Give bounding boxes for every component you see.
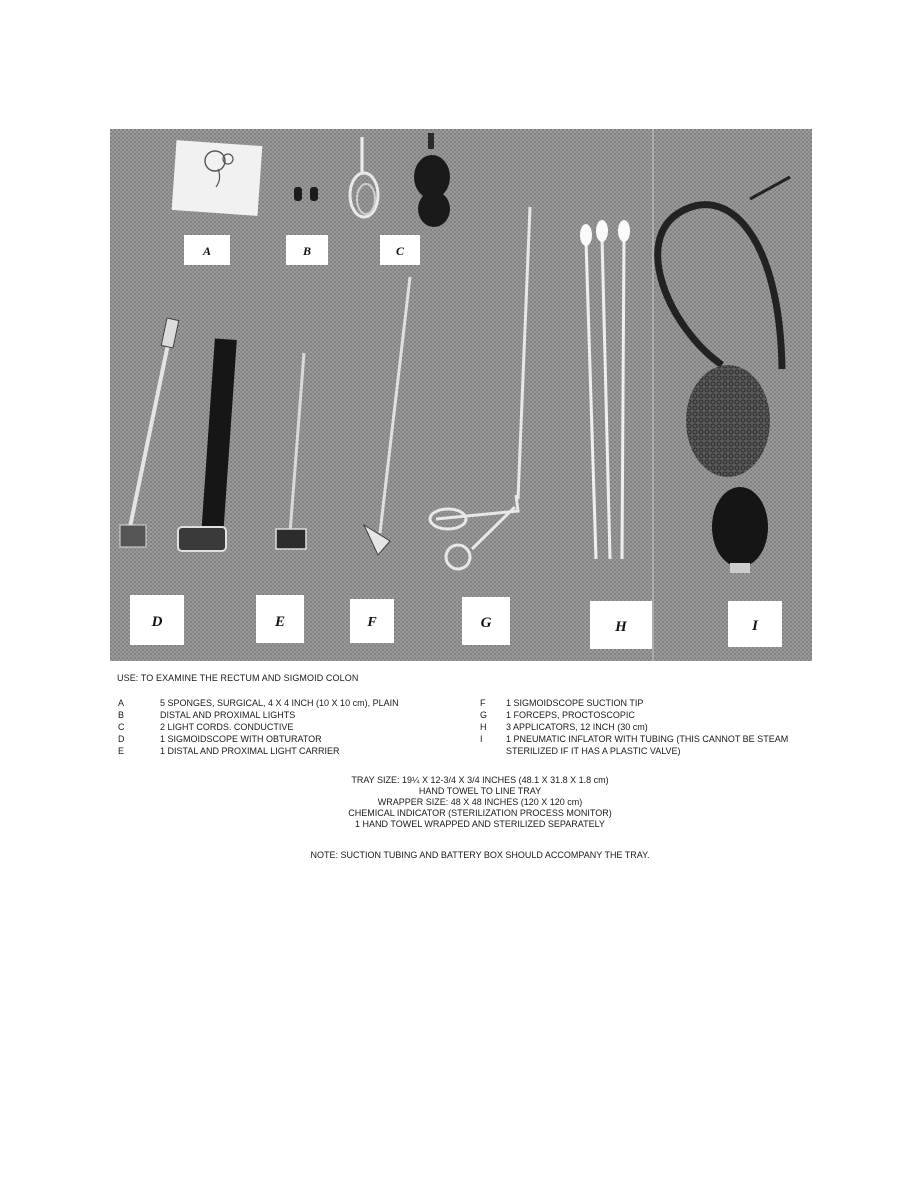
tray-size-line: TRAY SIZE: 19¼ X 12-3/4 X 3/4 INCHES (48.1 X 31.8 X 1.8 cm)	[351, 775, 609, 785]
label-G: G	[480, 615, 492, 631]
label-H: H	[615, 619, 627, 635]
hand-towel-wrapped-line: 1 HAND TOWEL WRAPPED AND STERILIZED SEPARATELY	[355, 819, 605, 829]
sponges-item	[172, 140, 263, 216]
label-A: A	[202, 244, 212, 258]
label-C: C	[395, 244, 405, 258]
label-E: E	[274, 614, 286, 630]
note-line: NOTE: SUCTION TUBING AND BATTERY BOX SHOULD ACCOMPANY THE TRAY.	[310, 850, 650, 860]
label-I: I	[752, 618, 758, 634]
label-F: F	[367, 615, 377, 630]
instrument-tray-photo	[110, 129, 812, 661]
tray-specs	[200, 775, 760, 830]
label-D: D	[151, 614, 163, 630]
chemical-indicator-line: CHEMICAL INDICATOR (STERILIZATION PROCESS MONITOR)	[348, 808, 612, 818]
wrapper-size-line: WRAPPER SIZE: 48 X 48 INCHES (120 X 120 cm)	[377, 797, 583, 807]
label-B: B	[302, 244, 312, 258]
hand-towel-line: HAND TOWEL TO LINE TRAY	[418, 786, 542, 796]
use-line: USE: TO EXAMINE THE RECTUM AND SIGMOID COLON	[117, 673, 359, 683]
